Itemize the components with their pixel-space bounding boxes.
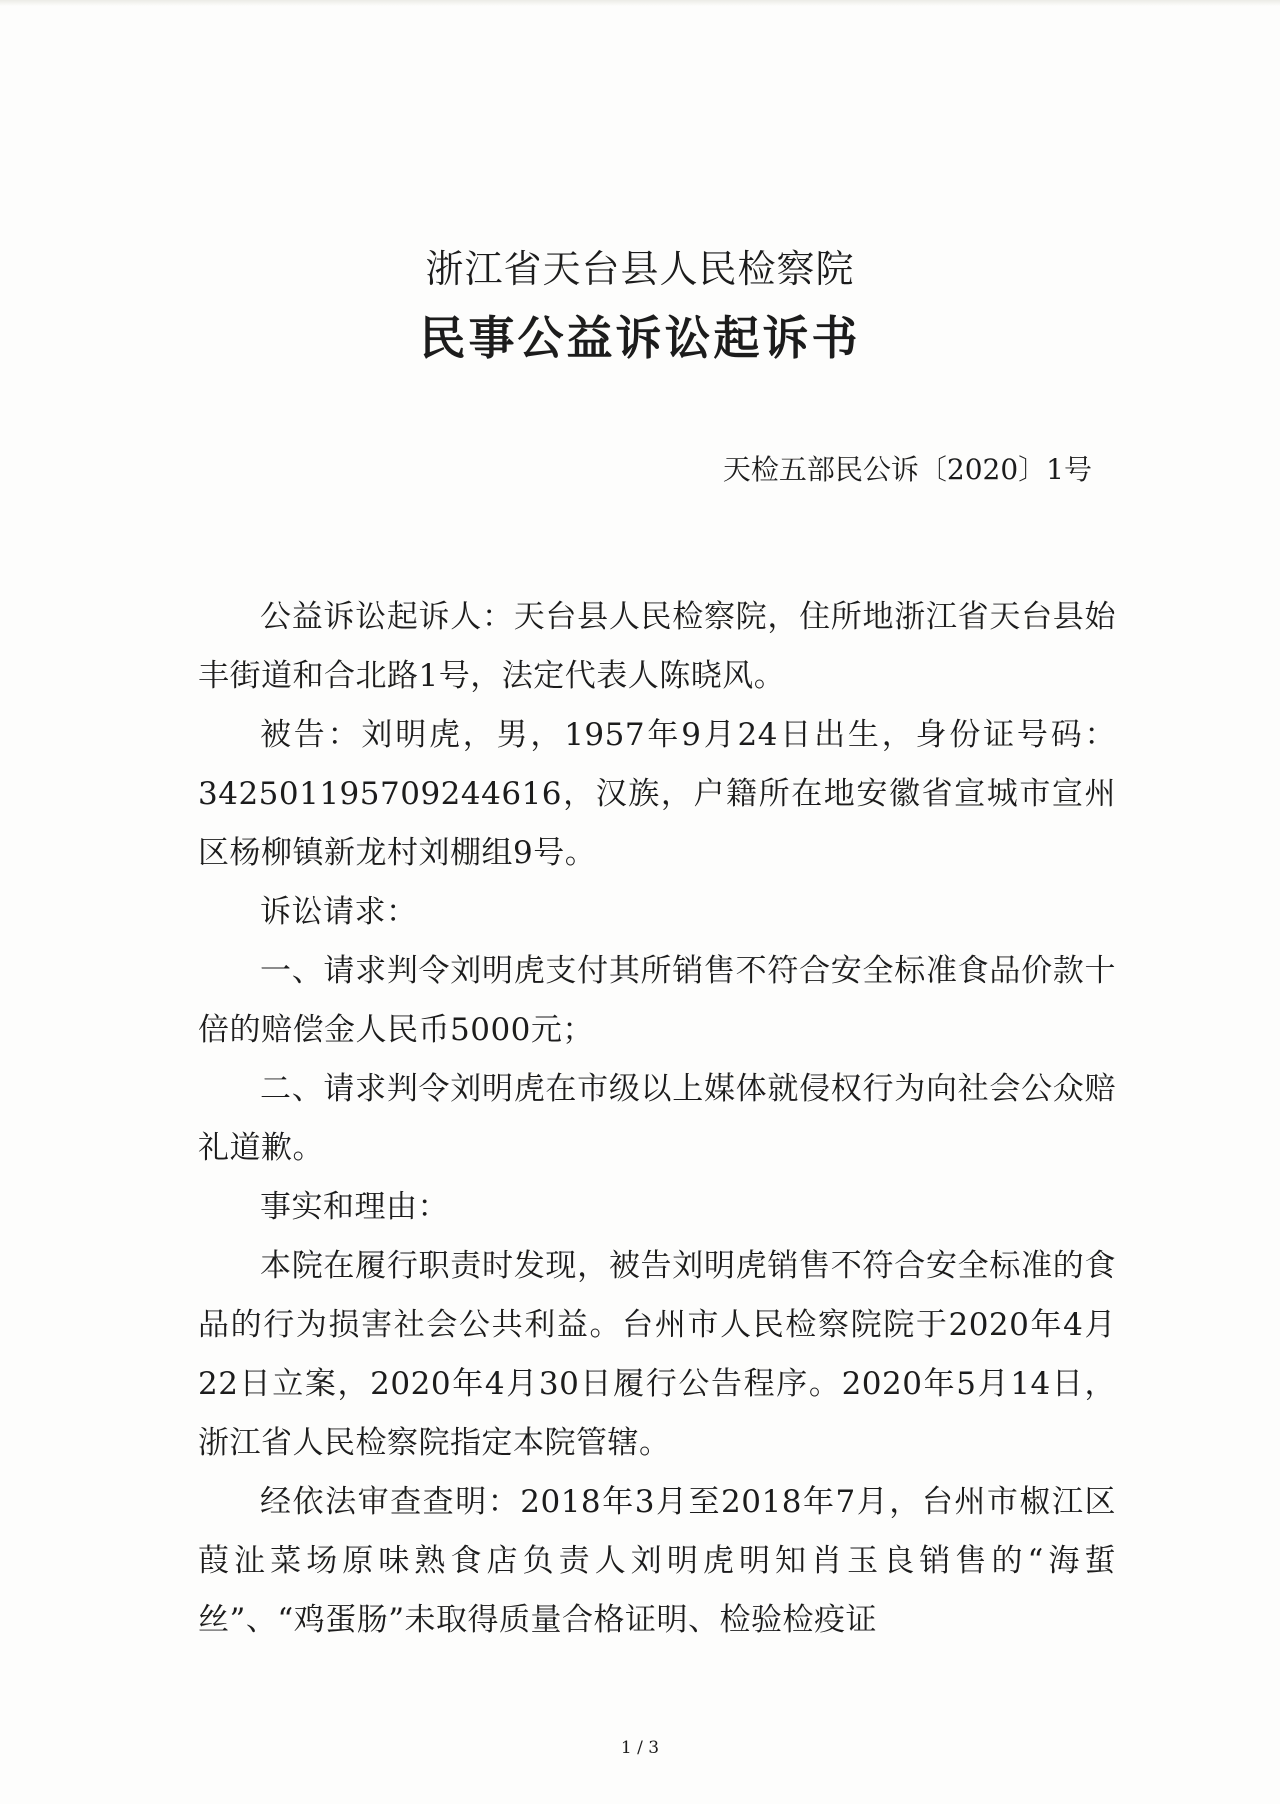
organization-title: 浙江省天台县人民检察院 <box>425 247 855 291</box>
paragraph-facts-1: 本院在履行职责时发现，被告刘明虎销售不符合安全标准的食品的行为损害社会公共利益。台州市人民检察院院于2020年4月22日立案，2020年4月30日履行公告程序。2020年5月14日，浙江省人民检察院指定本院管辖。 <box>198 1248 1116 1461</box>
scan-edge-shadow <box>0 0 1280 6</box>
paragraph-defendant: 被告：刘明虎，男，1957年9月24日出生，身份证号码：342501195709244616，汉族，户籍所在地安徽省宣城市宣州区杨柳镇新龙村刘棚组9号。 <box>198 717 1116 871</box>
document-number: 天检五部民公诉〔2020〕1号 <box>722 453 1092 486</box>
paragraph-claim-2: 二、请求判令刘明虎在市级以上媒体就侵权行为向社会公众赔礼道歉。 <box>198 1071 1116 1166</box>
heading-claims: 诉讼请求： <box>260 894 418 930</box>
paragraph-plaintiff: 公益诉讼起诉人：天台县人民检察院，住所地浙江省天台县始丰街道和合北路1号，法定代表人陈晓风。 <box>198 599 1116 694</box>
document-body <box>198 588 1116 1650</box>
page-number: 1 / 3 <box>620 1738 660 1758</box>
paragraph-claim-1: 一、请求判令刘明虎支付其所销售不符合安全标准食品价款十倍的赔偿金人民币5000元； <box>198 953 1116 1048</box>
heading-facts: 事实和理由： <box>260 1189 449 1225</box>
document-title: 民事公益诉讼起诉书 <box>419 311 861 365</box>
paragraph-facts-2: 经依法审查查明：2018年3月至2018年7月，台州市椒江区葭沚菜场原味熟食店负责人刘明虎明知肖玉良销售的“海蜇丝”、“鸡蛋肠”未取得质量合格证明、检验检疫证 <box>198 1484 1116 1638</box>
